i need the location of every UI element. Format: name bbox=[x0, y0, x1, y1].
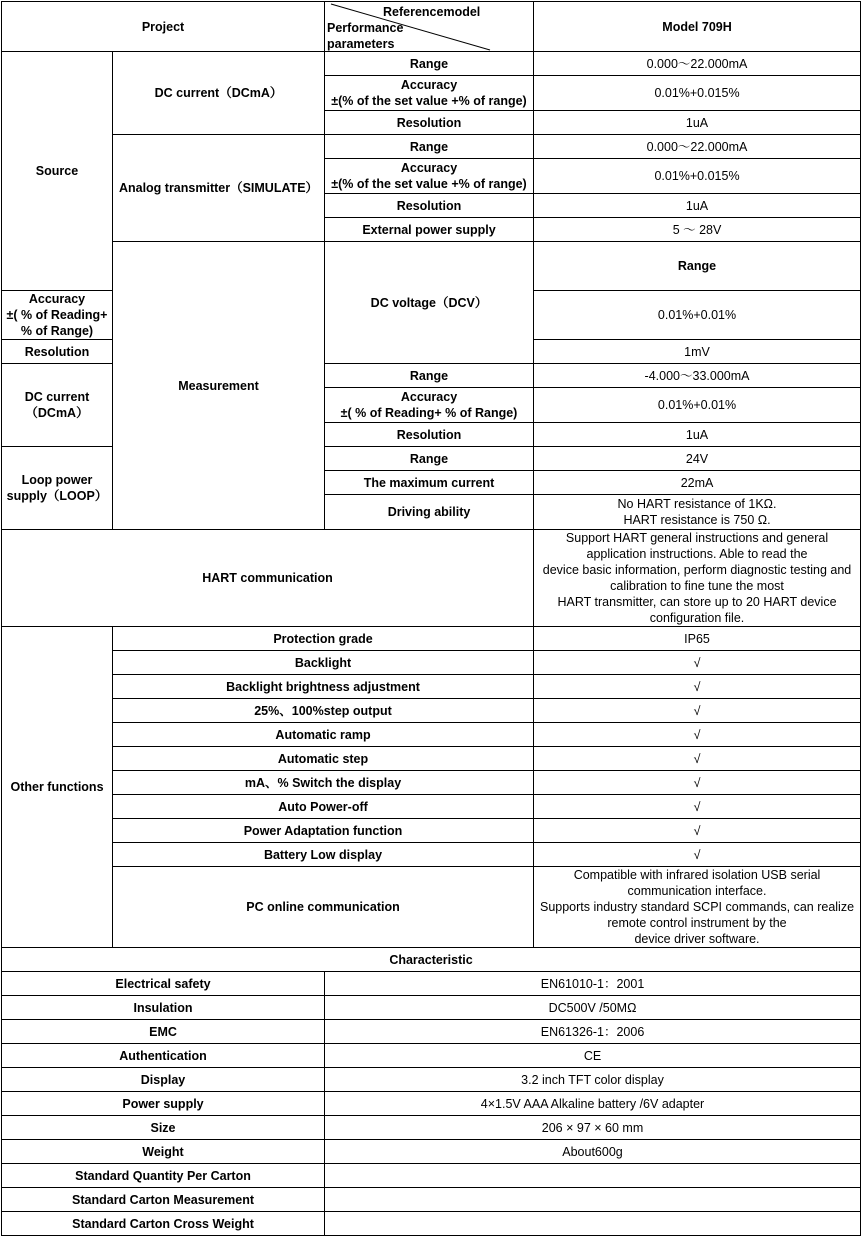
check-mark: √ bbox=[534, 651, 861, 675]
characteristic-header bbox=[2, 948, 861, 972]
table-row: Battery Low display √ bbox=[2, 843, 861, 867]
check-mark: √ bbox=[534, 747, 861, 771]
pc-online-description: Compatible with infrared isolation USB serial communication interface. Supports industry standard SCPI commands, can realize remote control instrument by the device driver software. bbox=[534, 867, 861, 948]
table-row: The maximum current 22mA bbox=[2, 471, 861, 495]
table-row: Accuracy ±( % of Reading+ % of Range) 0.01%+0.01% bbox=[2, 291, 861, 340]
table-row: Weight About600g bbox=[2, 1140, 861, 1164]
table-row: Other functions Protection grade IP65 bbox=[2, 627, 861, 651]
header-diagonal-cell bbox=[325, 2, 534, 52]
table-row: Standard Carton Measurement bbox=[2, 1188, 861, 1212]
table-row: Accuracy ±(% of the set value +% of range) 0.01%+0.015% bbox=[2, 159, 861, 194]
hart-row bbox=[2, 530, 861, 627]
table-row: Display 3.2 inch TFT color display bbox=[2, 1068, 861, 1092]
hart-description: Support HART general instructions and general application instructions. Able to read the device basic information, perform diagnostic testing and calibration to fine tune the most HART transmitter, can store up to 20 HART device configuration file. bbox=[534, 530, 861, 627]
table-row: Resolution 1uA bbox=[2, 423, 861, 447]
table-row: Accuracy ±( % of Reading+ % of Range) 0.01%+0.01% bbox=[2, 388, 861, 423]
measurement-dc-current: DC current（DCmA） bbox=[2, 364, 113, 447]
check-mark: √ bbox=[534, 723, 861, 747]
table-row: Auto Power-off √ bbox=[2, 795, 861, 819]
table-row: Insulation DC500V /50MΩ bbox=[2, 996, 861, 1020]
table-row: Analog transmitter（SIMULATE） Range 0.000～22.000mA bbox=[2, 135, 861, 159]
table-row: Measurement DC voltage（DCV） Range bbox=[2, 242, 861, 291]
check-mark: √ bbox=[534, 675, 861, 699]
hart-label: HART communication bbox=[2, 530, 534, 627]
table-row: Source DC current（DCmA） Range 0.000～22.000mA bbox=[2, 52, 861, 76]
header-project: Project bbox=[2, 2, 325, 52]
section-source: Source bbox=[2, 52, 113, 291]
table-row: Power supply 4×1.5V AAA Alkaline battery /6V adapter bbox=[2, 1092, 861, 1116]
table-row: Authentication CE bbox=[2, 1044, 861, 1068]
table-row: Resolution 1mV bbox=[2, 340, 861, 364]
table-row: mA、% Switch the display √ bbox=[2, 771, 861, 795]
section-other-functions: Other functions bbox=[2, 627, 113, 948]
table-row: Automatic step √ bbox=[2, 747, 861, 771]
section-characteristic: Characteristic bbox=[2, 948, 861, 972]
table-row: Electrical safety EN61010-1：2001 bbox=[2, 972, 861, 996]
header-model: Model 709H bbox=[534, 2, 861, 52]
table-row: Size 206 × 97 × 60 mm bbox=[2, 1116, 861, 1140]
table-row: Standard Quantity Per Carton bbox=[2, 1164, 861, 1188]
measurement-loop-power: Loop power supply（LOOP） bbox=[2, 447, 113, 530]
table-row: Driving ability No HART resistance of 1KΩ. HART resistance is 750 Ω. bbox=[2, 495, 861, 530]
table-row: Resolution 1uA bbox=[2, 194, 861, 218]
table-row: Backlight √ bbox=[2, 651, 861, 675]
table-row: Automatic ramp √ bbox=[2, 723, 861, 747]
table-row: Accuracy ±(% of the set value +% of range) 0.01%+0.015% bbox=[2, 76, 861, 111]
table-row: Loop power supply（LOOP） Range 24V bbox=[2, 447, 861, 471]
table-row: Backlight brightness adjustment √ bbox=[2, 675, 861, 699]
measurement-dc-voltage: DC voltage（DCV） bbox=[325, 242, 534, 364]
table-row: DC current（DCmA） Range -4.000～33.000mA bbox=[2, 364, 861, 388]
source-analog-transmitter: Analog transmitter（SIMULATE） bbox=[113, 135, 325, 242]
header-reference-model: Referencemodel bbox=[383, 5, 481, 19]
check-mark: √ bbox=[534, 699, 861, 723]
header-row bbox=[2, 2, 861, 52]
spec-table bbox=[1, 1, 861, 1236]
table-row bbox=[2, 867, 861, 948]
table-row: 25%、100%step output √ bbox=[2, 699, 861, 723]
source-dc-current: DC current（DCmA） bbox=[113, 52, 325, 135]
table-row: Resolution 1uA bbox=[2, 111, 861, 135]
header-performance-parameters: Performance parameters bbox=[327, 21, 404, 51]
pc-online-label: PC online communication bbox=[113, 867, 534, 948]
check-mark: √ bbox=[534, 843, 861, 867]
table-row: External power supply 5 ～ 28V bbox=[2, 218, 861, 242]
section-measurement: Measurement bbox=[113, 242, 325, 530]
table-row: Standard Carton Cross Weight bbox=[2, 1212, 861, 1236]
check-mark: √ bbox=[534, 795, 861, 819]
check-mark: √ bbox=[534, 819, 861, 843]
table-row: Power Adaptation function √ bbox=[2, 819, 861, 843]
check-mark: √ bbox=[534, 771, 861, 795]
table-row: EMC EN61326-1：2006 bbox=[2, 1020, 861, 1044]
